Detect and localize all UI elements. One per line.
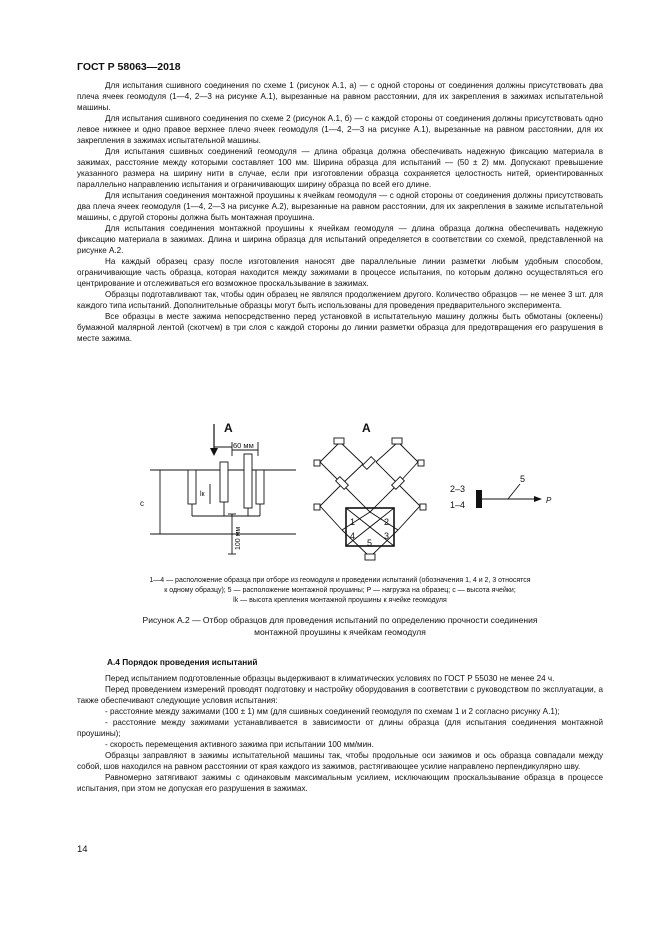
legend-line: lk — высота крепления монтажной проушины к ячейке геомодуля [233, 597, 447, 604]
paragraph: Перед испытанием подготовленные образцы выдерживают в климатических условиях по ГОСТ Р 55030 не менее 24 ч. [105, 674, 555, 683]
page-number: 14 [77, 844, 88, 855]
paragraph: Равномерно затягивают зажимы с одинаковым максимальным усилием, исключающим проскальзывание образца в процессе испытания, при этом не допуская его разрушения в зажимах. [77, 773, 603, 793]
dim-60: 60 мм [233, 441, 254, 450]
cell-label-5: 5 [367, 538, 373, 548]
document-header: ГОСТ Р 58063—2018 [77, 61, 181, 73]
label-c: с [140, 499, 144, 508]
figure-legend [77, 576, 603, 606]
section-title: А.4 Порядок проведения испытаний [107, 657, 258, 667]
side-label-p: P [546, 496, 552, 505]
list-item: - скорость перемещения активного зажима при испытании 100 мм/мин. [105, 740, 374, 749]
legend-line: 1—4 — расположение образца при отборе из геомодуля и проведении испытаний (обозначения 1, 4 и 2, 3 относятся [149, 577, 531, 584]
dim-100: 100 мм [235, 526, 242, 550]
side-label-2-3: 2–3 [450, 484, 466, 494]
cell-label-1: 1 [350, 517, 356, 527]
list-item: - расстояние между зажимами (100 ± 1) мм (для сшивных соединений геомодуля по схемам 1 и 2 согласно рисунку А.1); [105, 707, 560, 716]
paragraph: На каждый образец сразу после изготовления наносят две параллельные линии разметки любым удобным способом, ограничивающие часть образца, которая находится между зажимами в процессе испытания, по которым должно осуществляться его центрирование и отслеживаться его возможное проскальзывание в зажимах. [77, 257, 603, 288]
paragraph: Для испытания сшивного соединения по схеме 1 (рисунок А.1, а) — с одной стороны от соединения должны присутствовать два плеча ячеек геомодуля (1—4, 2—3 на рисунке А.1), вырезанные на равном расстоянии, для их закрепления в зажимах испытательной машины. [77, 81, 603, 112]
figure-caption [77, 614, 603, 638]
label-a-left: A [224, 421, 233, 435]
figure-a2-diagram [120, 412, 560, 562]
paragraph: Перед проведением измерений проводят подготовку и настройку оборудования в соответствии с руководством по эксплуатации, а также обеспечивают следующие условия испытания: [77, 685, 603, 705]
side-label-5: 5 [520, 474, 526, 484]
cell-label-4: 4 [350, 531, 356, 541]
paragraph: Все образцы в месте зажима непосредственно перед установкой в испытательную машину должны быть обмотаны (оклеены) бумажной малярной лентой (скотчем) в три слоя с каждой стороны до линии разметки образца для предотвращения его разрушения в месте зажима. [77, 312, 603, 343]
label-lk: lк [200, 491, 205, 498]
paragraph: Для испытания соединения монтажной проушины к ячейкам геомодуля — с одной стороны от соединения должны присутствовать два плеча ячеек геомодуля (1—4, 2—3 на рисунке А.2), вырезанные на равном расстоянии, для их закрепления в зажиме испытательной машины, с другой стороны должна быть монтажная проушина. [77, 191, 603, 222]
paragraph: Для испытания сшивных соединений геомодуля — длина образца должна обеспечивать надежную фиксацию материала в зажимах, расстояние между которыми составляет 100 мм. Ширина образца для испытаний — (50 ± 2) мм. Допускают превышение указанного размера на ширину нити в случае, если при изготовлении образца сохраняется целостность нитей, ориентированных параллельно направлению испытания и ограничивающих ширину образца по всей его длине. [77, 147, 603, 189]
cell-label-2: 2 [384, 517, 390, 527]
paragraph: Образцы подготавливают так, чтобы один образец не являлся продолжением другого. Количество образцов — не менее 3 шт. для каждого типа испытаний. Дополнительные образцы могут быть использованы для проведения предварительного эксперимента. [77, 290, 603, 310]
side-label-1-4: 1–4 [450, 500, 466, 510]
paragraph: Образцы заправляют в зажимы испытательной машины так, чтобы продольные оси зажимов и ось образца совпадали между собой, шов находился на равном расстоянии от края каждого из зажимов, растягивающее усилие направлено перпендикулярно шву. [77, 751, 603, 771]
body-text [77, 80, 603, 344]
legend-line: к одному образцу); 5 — расположение монтажной проушины; P — нагрузка на образец; с — высота ячейки; [164, 587, 516, 594]
label-a-mid: A [362, 421, 371, 435]
cell-label-3: 3 [384, 531, 390, 541]
caption-line: Рисунок А.2 — Отбор образцов для проведения испытаний по определению прочности соединения [142, 615, 538, 625]
section-body [77, 673, 603, 794]
paragraph: Для испытания сшивного соединения по схеме 2 (рисунок А.1, б) — с каждой стороны от соединения должны присутствовать одно левое нижнее и одно правое верхнее плечо ячеек геомодуля (1—4, 2—3 на рисунке А.1), вырезанные на равном расстоянии, для их закрепления в зажимах испытательной машины. [77, 114, 603, 145]
caption-line: монтажной проушины к ячейкам геомодуля [254, 627, 426, 637]
list-item: - расстояние между зажимами устанавливается в зависимости от длины образца (для испытания соединения монтажной проушины); [77, 718, 603, 738]
paragraph: Для испытания соединения монтажной проушины к ячейкам геомодуля — длина образца должна обеспечивать надежную фиксацию материала в зажимах. Длина и ширина образца для испытаний определяется в соответствии со схемой, представленной на рисунке А.2. [77, 224, 603, 255]
